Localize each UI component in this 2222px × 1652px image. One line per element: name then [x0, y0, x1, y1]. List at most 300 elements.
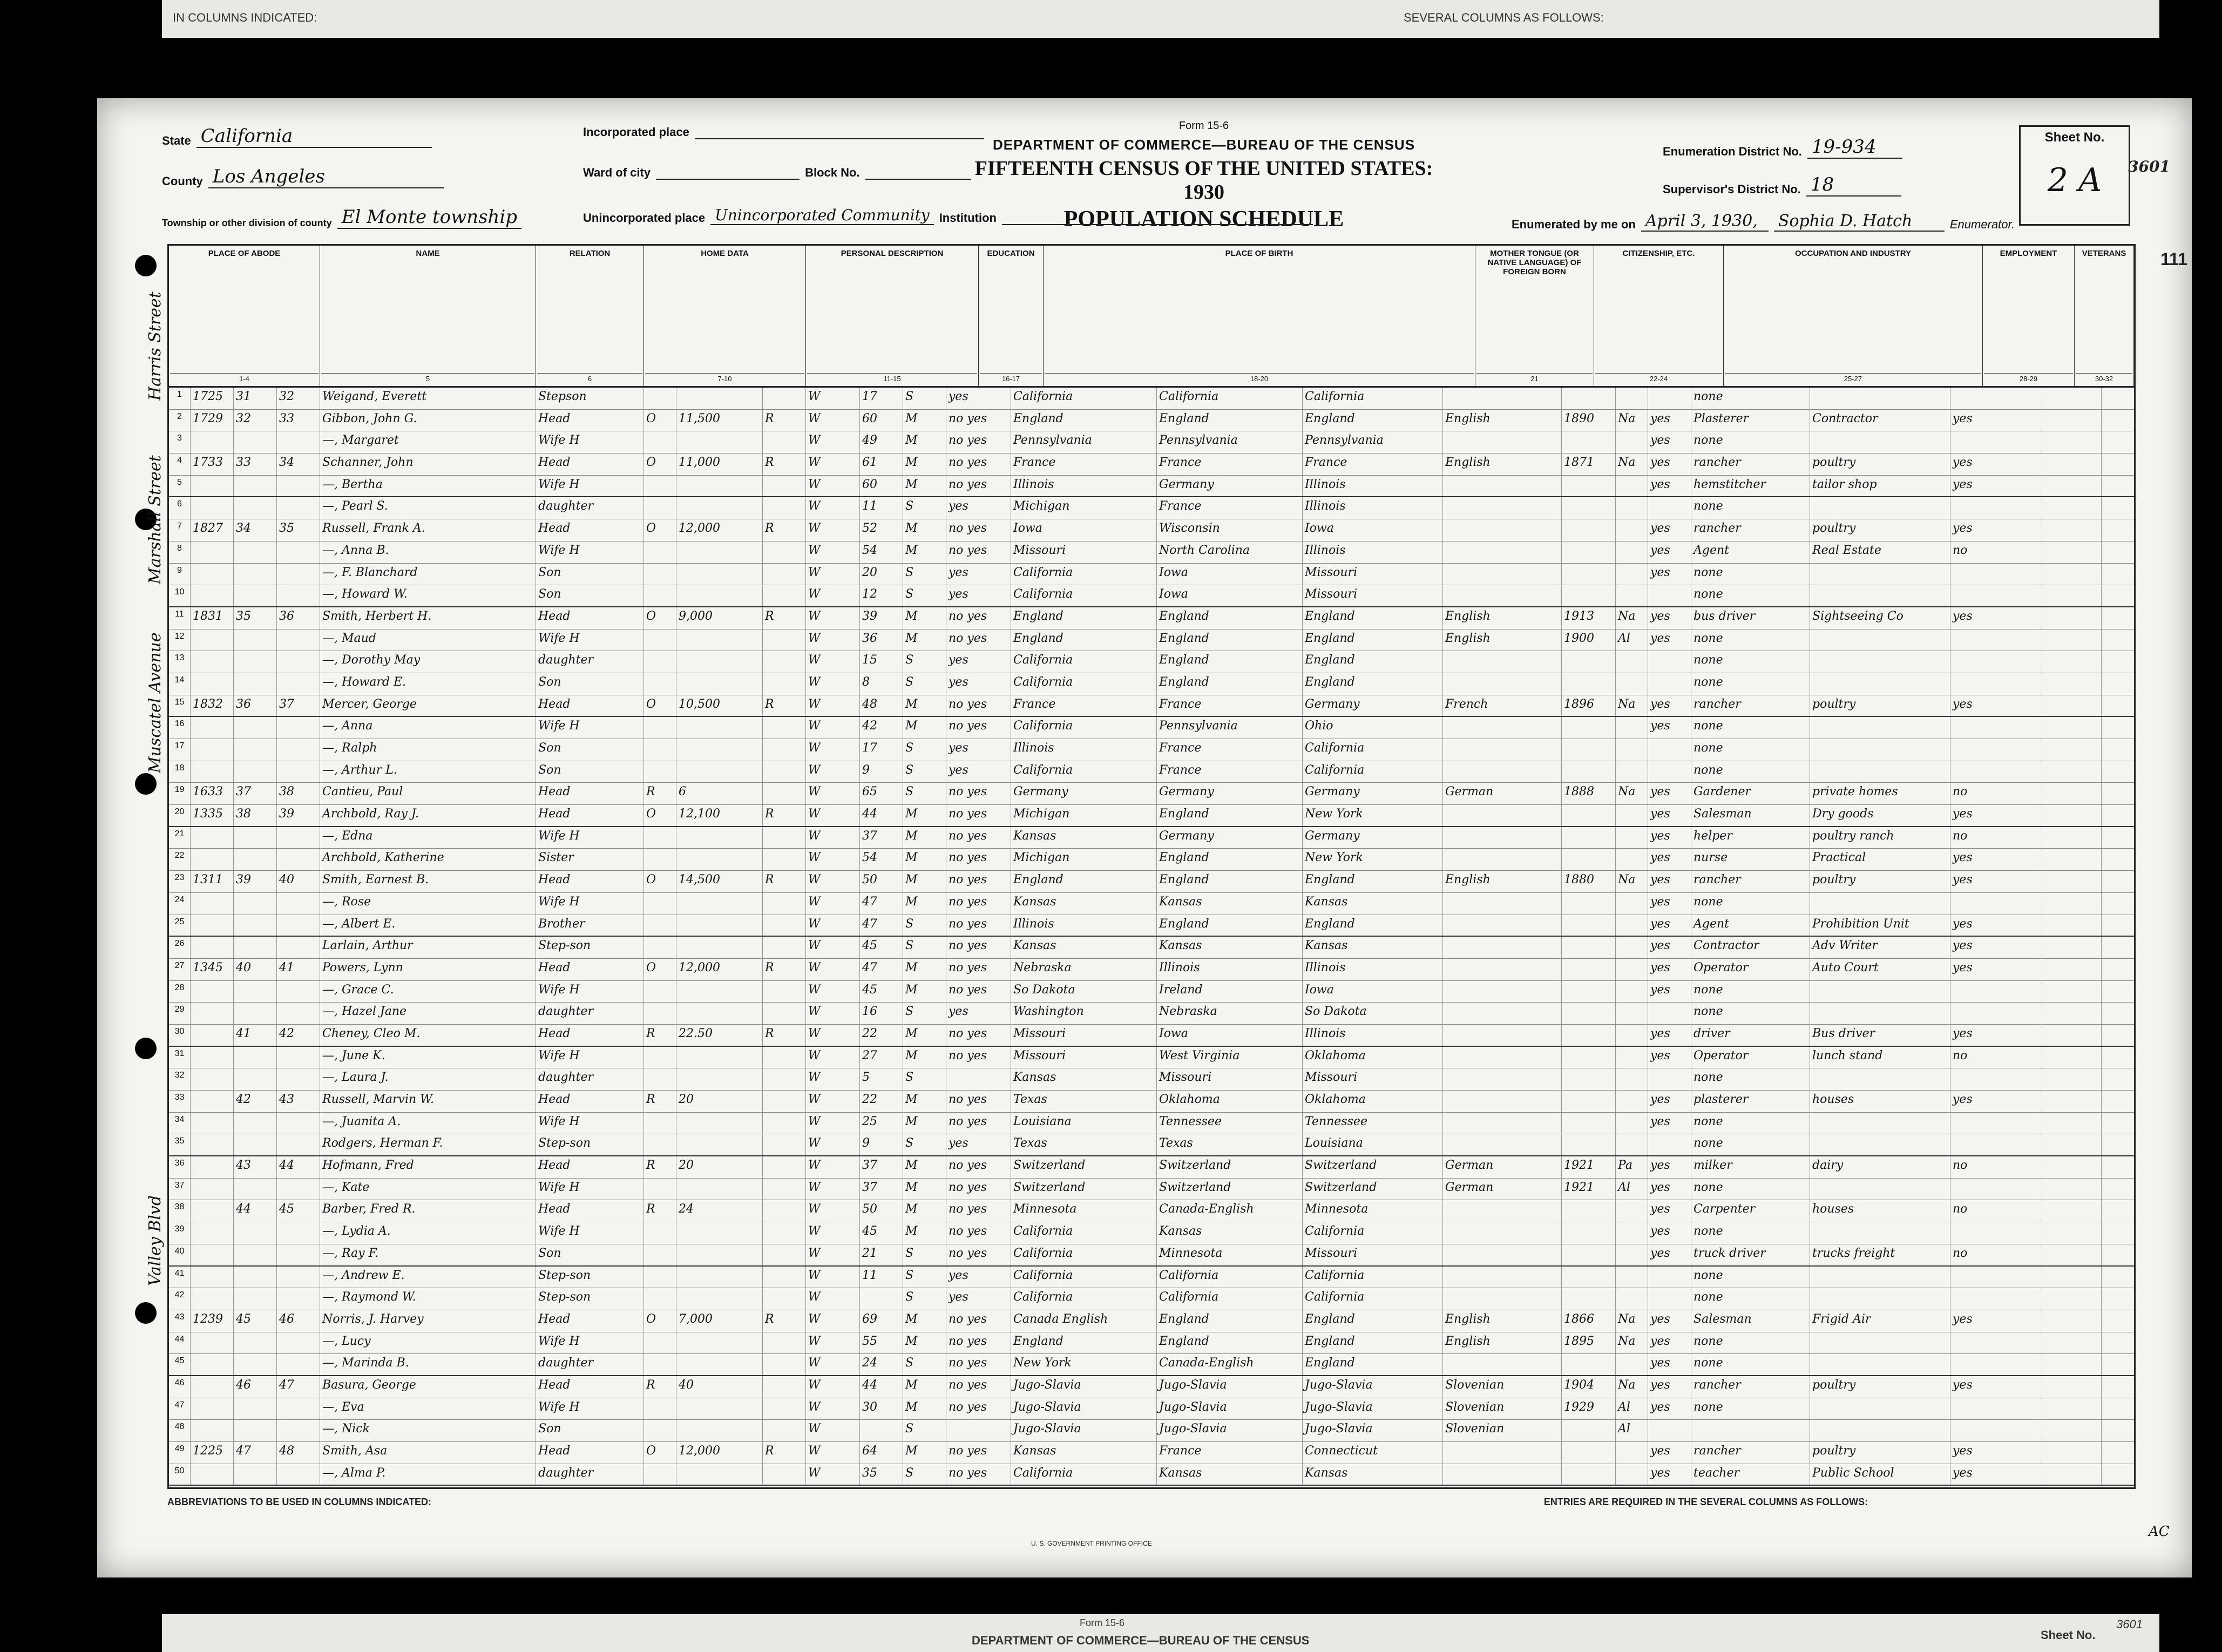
- table-cell: [191, 564, 234, 585]
- table-cell: Missouri: [1303, 1244, 1443, 1265]
- table-cell: 31: [234, 388, 277, 409]
- table-cell: [676, 1398, 763, 1420]
- table-cell: W: [806, 915, 860, 936]
- table-cell: [2042, 981, 2102, 1003]
- table-cell: rancher: [1691, 1442, 1810, 1464]
- table-cell: [676, 1267, 763, 1288]
- line-number: 3: [169, 431, 191, 453]
- table-cell: W: [806, 673, 860, 695]
- table-cell: [1562, 1025, 1616, 1046]
- line-number: 25: [169, 915, 191, 936]
- table-cell: Al: [1616, 1179, 1648, 1200]
- table-cell: yes: [1648, 1047, 1691, 1068]
- unincorporated-value: Unincorporated Community: [710, 206, 934, 225]
- table-cell: [277, 915, 320, 936]
- table-cell: no yes: [946, 717, 1011, 739]
- table-cell: [676, 937, 763, 958]
- table-cell: daughter: [536, 1003, 644, 1024]
- table-cell: [763, 981, 806, 1003]
- table-cell: Michigan: [1011, 849, 1157, 870]
- table-cell: [1616, 1354, 1648, 1375]
- table-cell: [234, 739, 277, 761]
- table-cell: [1562, 805, 1616, 826]
- table-cell: [763, 629, 806, 651]
- table-cell: [1443, 1442, 1562, 1464]
- table-cell: [676, 1464, 763, 1485]
- table-cell: [2042, 915, 2102, 936]
- table-cell: S: [903, 673, 946, 695]
- line-number: 33: [169, 1091, 191, 1112]
- table-cell: [1443, 564, 1562, 585]
- table-cell: W: [806, 1222, 860, 1244]
- table-cell: [1443, 431, 1562, 453]
- table-cell: none: [1691, 585, 1810, 606]
- table-cell: [234, 431, 277, 453]
- table-cell: Rodgers, Herman F.: [320, 1134, 536, 1155]
- table-cell: 46: [234, 1376, 277, 1398]
- table-cell: [1562, 1442, 1616, 1464]
- table-cell: Agent: [1691, 541, 1810, 563]
- table-cell: houses: [1810, 1091, 1950, 1112]
- table-row: [169, 1420, 2134, 1442]
- table-cell: 1866: [1562, 1310, 1616, 1332]
- table-cell: [1648, 673, 1691, 695]
- table-cell: W: [806, 1047, 860, 1068]
- table-cell: 1895: [1562, 1332, 1616, 1354]
- table-cell: [1443, 959, 1562, 980]
- table-cell: [676, 915, 763, 936]
- table-cell: [1810, 761, 1950, 783]
- table-cell: none: [1691, 1179, 1810, 1200]
- table-cell: daughter: [536, 1464, 644, 1485]
- table-cell: [644, 629, 676, 651]
- table-cell: W: [806, 1288, 860, 1310]
- table-cell: [1562, 915, 1616, 936]
- table-cell: yes: [946, 1134, 1011, 1155]
- table-cell: [644, 1288, 676, 1310]
- table-cell: Na: [1616, 695, 1648, 716]
- table-cell: yes: [946, 761, 1011, 783]
- table-cell: W: [806, 519, 860, 541]
- column-header: [1475, 246, 1594, 386]
- table-cell: [763, 564, 806, 585]
- table-cell: Operator: [1691, 959, 1810, 980]
- table-cell: [191, 1156, 234, 1178]
- table-cell: yes: [1950, 519, 2042, 541]
- table-cell: [191, 827, 234, 849]
- table-cell: [2042, 1091, 2102, 1112]
- table-cell: [644, 1003, 676, 1024]
- table-cell: [1443, 497, 1562, 519]
- table-cell: yes: [1950, 1025, 2042, 1046]
- table-cell: no yes: [946, 1047, 1011, 1068]
- table-cell: [1648, 497, 1691, 519]
- table-cell: Germany: [1303, 827, 1443, 849]
- table-cell: [1616, 497, 1648, 519]
- table-cell: [1616, 388, 1648, 409]
- table-cell: W: [806, 959, 860, 980]
- table-cell: English: [1443, 1332, 1562, 1354]
- table-cell: dairy: [1810, 1156, 1950, 1178]
- margin-street-1: Harris Street: [146, 292, 165, 401]
- table-cell: M: [903, 717, 946, 739]
- table-cell: 42: [234, 1091, 277, 1112]
- table-cell: Smith, Earnest B.: [320, 871, 536, 892]
- table-cell: Cantieu, Paul: [320, 783, 536, 804]
- table-cell: yes: [1648, 1354, 1691, 1375]
- table-row: [169, 564, 2134, 586]
- table-cell: Louisiana: [1303, 1134, 1443, 1155]
- table-cell: [2042, 1332, 2102, 1354]
- table-cell: England: [1303, 629, 1443, 651]
- table-cell: lunch stand: [1810, 1047, 1950, 1068]
- table-cell: Louisiana: [1011, 1113, 1157, 1134]
- table-cell: Contractor: [1810, 410, 1950, 431]
- table-row: [169, 937, 2134, 959]
- state-field: [162, 125, 432, 148]
- next-page-stamp: 3601: [2116, 1617, 2143, 1631]
- ed-value: 19-934: [1807, 136, 1902, 159]
- supervisor-label: Supervisor's District No.: [1663, 182, 1801, 196]
- table-cell: yes: [1648, 937, 1691, 958]
- table-cell: [191, 1398, 234, 1420]
- table-cell: New York: [1011, 1354, 1157, 1375]
- table-cell: 44: [234, 1200, 277, 1222]
- table-cell: Pa: [1616, 1156, 1648, 1178]
- table-cell: 55: [860, 1332, 903, 1354]
- table-cell: 1827: [191, 519, 234, 541]
- previous-page-right-text: SEVERAL COLUMNS AS FOLLOWS:: [1404, 11, 1604, 24]
- table-cell: 64: [860, 1442, 903, 1464]
- table-cell: yes: [1950, 1310, 2042, 1332]
- table-cell: [644, 1134, 676, 1155]
- table-cell: [191, 1003, 234, 1024]
- table-cell: yes: [1648, 607, 1691, 629]
- table-cell: Kansas: [1303, 893, 1443, 915]
- table-cell: [763, 1113, 806, 1134]
- ward-value: [656, 179, 800, 180]
- table-cell: [1810, 388, 1950, 409]
- table-cell: [234, 849, 277, 870]
- column-header-number: 11-15: [807, 373, 977, 383]
- table-cell: [1648, 739, 1691, 761]
- table-cell: [1616, 761, 1648, 783]
- table-cell: 40: [676, 1376, 763, 1398]
- table-cell: no yes: [946, 1244, 1011, 1265]
- county-label: County: [162, 174, 203, 188]
- table-cell: 47: [234, 1442, 277, 1464]
- table-cell: Washington: [1011, 1003, 1157, 1024]
- table-cell: Na: [1616, 1376, 1648, 1398]
- table-cell: —, Ray F.: [320, 1244, 536, 1265]
- table-cell: [1810, 1113, 1950, 1134]
- table-cell: none: [1691, 564, 1810, 585]
- binder-hole: [135, 1302, 157, 1324]
- table-cell: [2042, 1025, 2102, 1046]
- table-cell: Gardener: [1691, 783, 1810, 804]
- table-cell: [946, 1420, 1011, 1441]
- table-cell: [1443, 1354, 1562, 1375]
- table-cell: Head: [536, 695, 644, 716]
- table-cell: German: [1443, 1179, 1562, 1200]
- table-cell: [676, 1244, 763, 1265]
- table-cell: none: [1691, 893, 1810, 915]
- column-header-number: 25-27: [1725, 373, 1981, 383]
- table-cell: Oklahoma: [1303, 1047, 1443, 1068]
- table-cell: —, Howard E.: [320, 673, 536, 695]
- line-number: 50: [169, 1464, 191, 1485]
- table-cell: [763, 1200, 806, 1222]
- table-cell: Adv Writer: [1810, 937, 1950, 958]
- table-cell: [763, 1003, 806, 1024]
- table-cell: [277, 827, 320, 849]
- table-cell: 48: [860, 695, 903, 716]
- table-cell: truck driver: [1691, 1244, 1810, 1265]
- unincorporated-label: Unincorporated place: [583, 211, 706, 225]
- table-cell: [644, 564, 676, 585]
- table-cell: [1950, 651, 2042, 673]
- line-number: 45: [169, 1354, 191, 1375]
- table-cell: poultry: [1810, 1376, 1950, 1398]
- table-cell: 1729: [191, 410, 234, 431]
- table-cell: no yes: [946, 827, 1011, 849]
- table-cell: [763, 1332, 806, 1354]
- line-number: 13: [169, 651, 191, 673]
- table-cell: W: [806, 827, 860, 849]
- table-cell: Na: [1616, 410, 1648, 431]
- table-cell: W: [806, 1464, 860, 1485]
- table-cell: daughter: [536, 497, 644, 519]
- table-cell: English: [1443, 453, 1562, 475]
- table-cell: California: [1011, 1288, 1157, 1310]
- table-cell: [2042, 849, 2102, 870]
- table-cell: [2042, 827, 2102, 849]
- table-cell: no yes: [946, 453, 1011, 475]
- table-cell: M: [903, 1442, 946, 1464]
- table-cell: Iowa: [1157, 564, 1303, 585]
- table-cell: [1950, 1068, 2042, 1090]
- table-cell: Prohibition Unit: [1810, 915, 1950, 936]
- table-cell: W: [806, 783, 860, 804]
- table-cell: —, Pearl S.: [320, 497, 536, 519]
- table-cell: Head: [536, 410, 644, 431]
- line-number: 30: [169, 1025, 191, 1046]
- table-cell: yes: [946, 1288, 1011, 1310]
- table-row: [169, 871, 2134, 893]
- stamp-number: 3601: [2128, 158, 2170, 175]
- table-cell: S: [903, 915, 946, 936]
- column-header-title: PERSONAL DESCRIPTION: [841, 249, 944, 258]
- table-cell: Russell, Frank A.: [320, 519, 536, 541]
- table-cell: France: [1157, 497, 1303, 519]
- table-cell: Pennsylvania: [1011, 431, 1157, 453]
- table-cell: R: [763, 519, 806, 541]
- line-number: 27: [169, 959, 191, 980]
- table-cell: [2042, 1156, 2102, 1178]
- table-cell: [191, 981, 234, 1003]
- table-cell: [2042, 1113, 2102, 1134]
- table-cell: [676, 1179, 763, 1200]
- table-cell: [860, 1288, 903, 1310]
- table-cell: yes: [946, 673, 1011, 695]
- table-cell: Michigan: [1011, 805, 1157, 826]
- table-cell: Wife H: [536, 629, 644, 651]
- table-cell: [1950, 739, 2042, 761]
- table-cell: no yes: [946, 476, 1011, 497]
- table-cell: [676, 1047, 763, 1068]
- table-cell: W: [806, 695, 860, 716]
- table-cell: no yes: [946, 937, 1011, 958]
- column-header: [536, 246, 644, 386]
- table-cell: Texas: [1011, 1091, 1157, 1112]
- table-cell: [277, 585, 320, 606]
- table-cell: [1562, 1134, 1616, 1155]
- table-cell: 41: [234, 1025, 277, 1046]
- table-row: [169, 1442, 2134, 1464]
- table-cell: Wife H: [536, 1179, 644, 1200]
- table-cell: North Carolina: [1157, 541, 1303, 563]
- table-cell: —, Anna B.: [320, 541, 536, 563]
- table-cell: Texas: [1157, 1134, 1303, 1155]
- table-cell: none: [1691, 761, 1810, 783]
- table-cell: no yes: [946, 1179, 1011, 1200]
- table-cell: 44: [860, 1376, 903, 1398]
- table-row: [169, 410, 2134, 432]
- table-cell: [1810, 1179, 1950, 1200]
- table-cell: 39: [860, 607, 903, 629]
- table-cell: W: [806, 849, 860, 870]
- table-cell: Na: [1616, 1310, 1648, 1332]
- table-cell: 1904: [1562, 1376, 1616, 1398]
- table-cell: M: [903, 1332, 946, 1354]
- table-cell: England: [1157, 410, 1303, 431]
- table-cell: [676, 739, 763, 761]
- table-cell: [1443, 388, 1562, 409]
- table-cell: [1443, 541, 1562, 563]
- table-cell: [1562, 739, 1616, 761]
- table-cell: [1950, 1003, 2042, 1024]
- table-cell: [763, 1354, 806, 1375]
- table-cell: [676, 1420, 763, 1441]
- line-number: 21: [169, 827, 191, 849]
- table-cell: [2042, 893, 2102, 915]
- table-cell: [1616, 893, 1648, 915]
- table-cell: California: [1303, 1222, 1443, 1244]
- column-header: [806, 246, 979, 386]
- table-row: [169, 651, 2134, 673]
- table-cell: [191, 1332, 234, 1354]
- table-cell: Russell, Marvin W.: [320, 1091, 536, 1112]
- table-cell: England: [1011, 871, 1157, 892]
- table-cell: —, Alma P.: [320, 1464, 536, 1485]
- table-cell: houses: [1810, 1200, 1950, 1222]
- table-cell: [763, 1244, 806, 1265]
- table-cell: Head: [536, 607, 644, 629]
- table-cell: M: [903, 1376, 946, 1398]
- table-cell: no yes: [946, 519, 1011, 541]
- table-cell: [1562, 1091, 1616, 1112]
- table-cell: [191, 1047, 234, 1068]
- table-cell: Illinois: [1303, 959, 1443, 980]
- table-cell: [234, 1003, 277, 1024]
- table-cell: [644, 497, 676, 519]
- table-cell: [1616, 1068, 1648, 1090]
- table-cell: R: [644, 1025, 676, 1046]
- table-cell: yes: [946, 651, 1011, 673]
- table-cell: California: [1303, 388, 1443, 409]
- side-page-number: 111: [2160, 249, 2187, 269]
- table-cell: 47: [277, 1376, 320, 1398]
- table-cell: —, Ralph: [320, 739, 536, 761]
- column-header-title: EMPLOYMENT: [2000, 249, 2057, 258]
- table-cell: 60: [860, 410, 903, 431]
- table-row: [169, 497, 2134, 519]
- table-cell: 46: [277, 1310, 320, 1332]
- table-cell: [234, 937, 277, 958]
- table-cell: Iowa: [1303, 981, 1443, 1003]
- table-cell: Missouri: [1303, 585, 1443, 606]
- table-cell: R: [763, 453, 806, 475]
- census-page: [97, 98, 2192, 1577]
- margin-street-3: Muscatel Avenue: [146, 632, 165, 773]
- table-cell: 37: [860, 1156, 903, 1178]
- table-cell: W: [806, 1310, 860, 1332]
- table-row: [169, 1179, 2134, 1201]
- table-cell: yes: [1648, 959, 1691, 980]
- table-cell: France: [1303, 453, 1443, 475]
- table-cell: 10,500: [676, 695, 763, 716]
- table-cell: [1810, 1267, 1950, 1288]
- table-cell: 1921: [1562, 1156, 1616, 1178]
- table-cell: —, Albert E.: [320, 915, 536, 936]
- table-cell: Na: [1616, 1332, 1648, 1354]
- table-cell: M: [903, 1398, 946, 1420]
- table-cell: —, Edna: [320, 827, 536, 849]
- table-cell: California: [1157, 388, 1303, 409]
- enumerated-date: April 3, 1930,: [1641, 212, 1769, 232]
- table-cell: poultry: [1810, 1442, 1950, 1464]
- table-cell: [277, 476, 320, 497]
- table-cell: yes: [946, 1003, 1011, 1024]
- table-cell: 9,000: [676, 607, 763, 629]
- table-cell: Connecticut: [1303, 1442, 1443, 1464]
- table-cell: W: [806, 1442, 860, 1464]
- table-cell: California: [1011, 651, 1157, 673]
- table-cell: W: [806, 717, 860, 739]
- table-cell: [1562, 981, 1616, 1003]
- line-number: 41: [169, 1267, 191, 1288]
- printer-mark: U. S. GOVERNMENT PRINTING OFFICE: [1031, 1540, 1152, 1547]
- table-cell: [1810, 1222, 1950, 1244]
- table-cell: W: [806, 431, 860, 453]
- table-cell: yes: [1950, 915, 2042, 936]
- table-cell: Head: [536, 871, 644, 892]
- table-cell: 60: [860, 476, 903, 497]
- table-cell: Illinois: [1303, 476, 1443, 497]
- table-cell: [234, 1398, 277, 1420]
- line-number: 35: [169, 1134, 191, 1155]
- table-cell: 54: [860, 541, 903, 563]
- table-cell: [676, 1134, 763, 1155]
- line-number: 22: [169, 849, 191, 870]
- table-row: [169, 827, 2134, 849]
- table-cell: 12,100: [676, 805, 763, 826]
- table-cell: [1443, 739, 1562, 761]
- institution-label: Institution: [939, 211, 997, 225]
- table-cell: Illinois: [1011, 915, 1157, 936]
- column-header: [1983, 246, 2075, 386]
- table-cell: [1616, 1025, 1648, 1046]
